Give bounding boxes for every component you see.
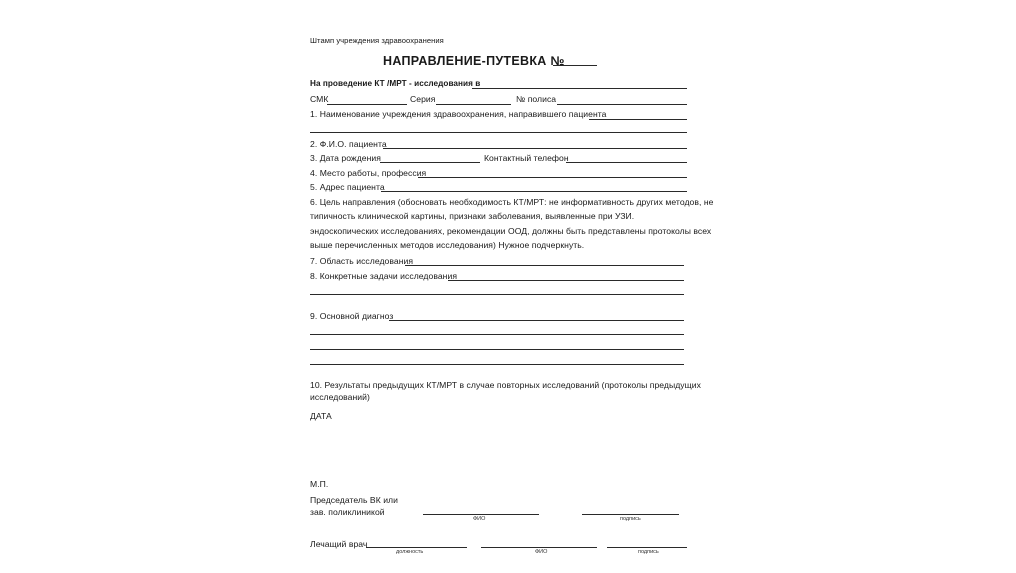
item5-label: 5. Адрес пациента <box>310 182 385 192</box>
doctor-fio-caption: ФИО <box>535 549 548 555</box>
item9-line-d <box>310 364 684 365</box>
item6-line-3: эндоскопических исследованиях, рекомендации ООД, должны быть представлены протоколы всех <box>310 226 712 236</box>
item8-line-a <box>448 280 684 281</box>
doctor-signature-caption: подпись <box>638 549 659 555</box>
chair-fio-line <box>423 514 539 515</box>
item8-line-b <box>310 294 684 295</box>
item3-line <box>380 162 480 163</box>
form-number-line <box>553 65 597 66</box>
contact-phone-line <box>566 162 687 163</box>
chair-line-1: Председатель ВК или <box>310 495 398 505</box>
item9-label: 9. Основной диагноз <box>310 311 394 321</box>
item10-line-2: исследований) <box>310 392 370 402</box>
doctor-position-caption: должность <box>396 549 424 555</box>
item6-line-2: типичность клинической картины, признаки заболевания, выявленные при УЗИ. <box>310 211 635 221</box>
item2-line <box>383 148 687 149</box>
item3-label: 3. Дата рождения <box>310 153 381 163</box>
contact-phone-label: Контактный телефон <box>484 153 569 163</box>
date-label: ДАТА <box>310 411 332 421</box>
item2-label: 2. Ф.И.О. пациента <box>310 139 387 149</box>
item1-line-a <box>589 119 687 120</box>
doctor-position-line <box>366 547 467 548</box>
item5-line <box>381 191 687 192</box>
smk-line <box>327 104 407 105</box>
item4-label: 4. Место работы, профессия <box>310 168 427 178</box>
item6-line-1: 6. Цель направления (обосновать необходимость КТ/МРТ: не информативность других методов, не <box>310 197 714 207</box>
stamp-label: Штамп учреждения здравоохранения <box>310 36 444 45</box>
chair-signature-caption: подпись <box>620 516 641 522</box>
item9-line-c <box>310 349 684 350</box>
doctor-fio-line <box>481 547 597 548</box>
conduct-label: На проведение КТ /МРТ - исследования в <box>310 79 481 88</box>
policy-label: № полиса <box>516 94 557 104</box>
doctor-signature-line <box>607 547 687 548</box>
item7-label: 7. Область исследования <box>310 256 414 266</box>
item1-label: 1. Наименование учреждения здравоохранения, направившего пациента <box>310 109 607 119</box>
item9-line-b <box>310 334 684 335</box>
series-label: Серия <box>410 94 436 104</box>
chair-fio-caption: ФИО <box>473 516 486 522</box>
policy-line <box>557 104 687 105</box>
item10-line-1: 10. Результаты предыдущих КТ/МРТ в случае повторных исследований (протоколы предыдущих <box>310 380 701 390</box>
item7-line <box>405 265 684 266</box>
smk-label: СМК <box>310 94 329 104</box>
form-title: НАПРАВЛЕНИЕ-ПУТЕВКА № <box>383 54 565 68</box>
item4-line <box>418 177 687 178</box>
series-line <box>436 104 511 105</box>
item6-line-4: выше перечисленных методов исследования) Нужное подчеркнуть. <box>310 240 585 250</box>
chair-signature-line <box>582 514 679 515</box>
item9-line-a <box>389 320 684 321</box>
conduct-line <box>472 88 687 89</box>
doctor-label: Лечащий врач <box>310 539 368 549</box>
item1-line-b <box>310 132 687 133</box>
mp-label: М.П. <box>310 479 329 489</box>
chair-line-2: зав. поликлиникой <box>310 507 385 517</box>
item8-label: 8. Конкретные задачи исследования <box>310 271 458 281</box>
